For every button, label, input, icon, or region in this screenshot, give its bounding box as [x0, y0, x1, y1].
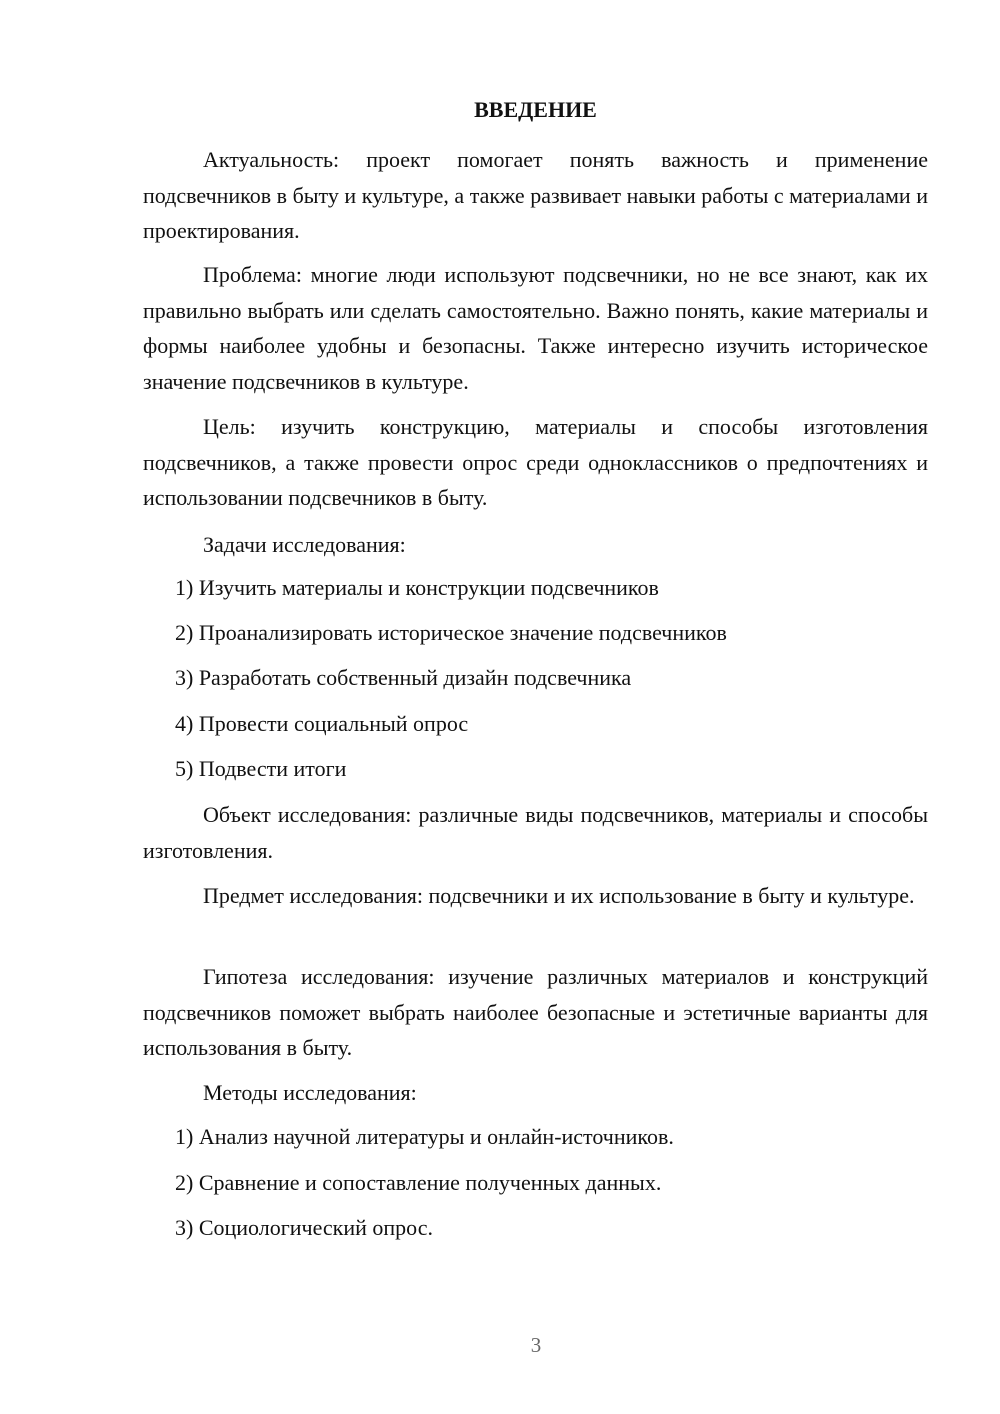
page-title: ВВЕДЕНИЕ: [474, 97, 597, 122]
list-item: 1) Изучить материалы и конструкции подсвечников: [175, 575, 659, 600]
list-item: 2) Проанализировать историческое значение подсвечников: [175, 620, 727, 645]
list-item: 3) Разработать собственный дизайн подсвечника: [175, 665, 632, 690]
paragraph-problem: Проблема: многие люди используют подсвечники, но не все знают, как их правильно выбрать или сделать самостоятельно. Важно понять, какие материалы и формы наиболее удобны и безопасны. Также интересно изучить историческое значение подсвечников в культуре.: [143, 262, 928, 394]
paragraph-hypothesis: Гипотеза исследования: изучение различных материалов и конструкций подсвечников поможет выбрать наиболее безопасные и эстетичные варианты для использования в быту.: [143, 964, 928, 1060]
paragraph-object: Объект исследования: различные виды подсвечников, материалы и способы изготовления.: [143, 802, 928, 863]
paragraph-relevance: Актуальность: проект помогает понять важность и применение подсвечников в быту и культуре, а также развивает навыки работы с материалами и проектирования.: [143, 147, 928, 243]
list-item: 4) Провести социальный опрос: [175, 711, 469, 736]
list-item: 2) Сравнение и сопоставление полученных данных.: [175, 1170, 662, 1195]
methods-heading: Методы исследования:: [203, 1080, 417, 1105]
list-item: 3) Социологический опрос.: [175, 1215, 433, 1240]
list-item: 1) Анализ научной литературы и онлайн-источников.: [175, 1124, 674, 1149]
tasks-heading: Задачи исследования:: [203, 532, 406, 557]
list-item: 5) Подвести итоги: [175, 756, 347, 781]
page-number: 3: [530, 1333, 542, 1357]
paragraph-goal: Цель: изучить конструкцию, материалы и способы изготовления подсвечников, а также провести опрос среди одноклассников о предпочтениях и использовании подсвечников в быту.: [143, 414, 928, 510]
paragraph-subject: Предмет исследования: подсвечники и их использование в быту и культуре.: [203, 883, 915, 908]
